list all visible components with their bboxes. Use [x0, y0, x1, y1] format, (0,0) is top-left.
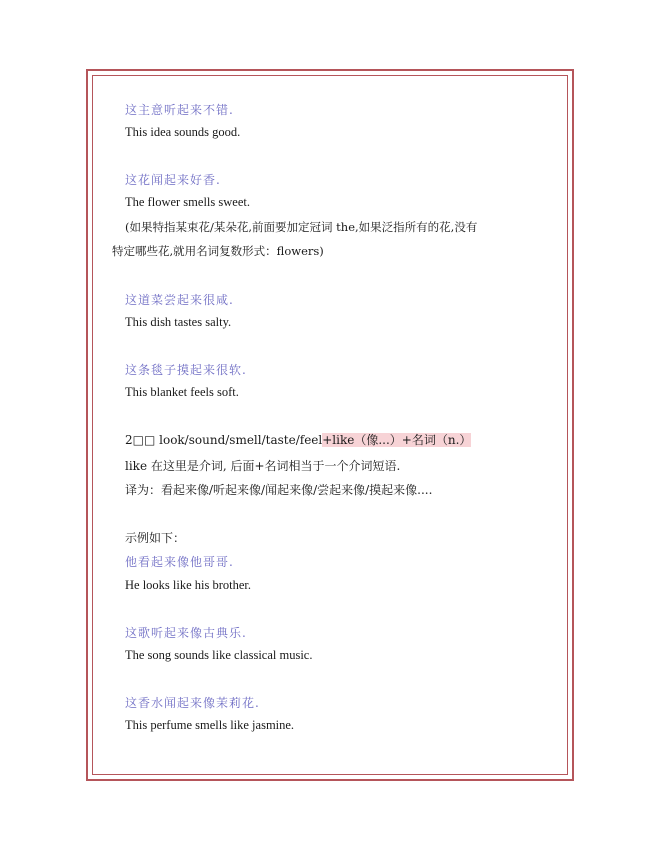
example-english: This idea sounds good.	[125, 125, 241, 139]
section-2-explanation: like 在这里是介词, 后面+名词相当于一个介词短语.	[125, 459, 401, 473]
example-english: This blanket feels soft.	[125, 385, 239, 399]
example-chinese: 这花闻起来好香.	[125, 173, 221, 187]
section-2-highlight: +like（像...）+名词（n.）	[322, 433, 472, 447]
example-english: He looks like his brother.	[125, 578, 252, 592]
example-english: This perfume smells like jasmine.	[125, 718, 295, 732]
example-chinese: 这歌听起来像古典乐.	[125, 626, 247, 640]
note-line-2: 特定哪些花,就用名词复数形式：flowers)	[112, 244, 324, 258]
example-chinese: 他看起来像他哥哥.	[125, 555, 234, 569]
example-chinese: 这香水闻起来像茉莉花.	[125, 696, 260, 710]
section-2-heading	[125, 431, 471, 448]
example-chinese: 这道菜尝起来很咸.	[125, 293, 234, 307]
examples-label: 示例如下：	[125, 531, 186, 545]
note-line-1: (如果特指某束花/某朵花,前面要加定冠词 the,如果泛指所有的花,没有	[125, 220, 478, 234]
section-2-prefix: 2□□ look/sound/smell/taste/feel	[125, 433, 323, 447]
example-english: The song sounds like classical music.	[125, 648, 313, 662]
example-chinese: 这主意听起来不错.	[125, 103, 234, 117]
section-2-translation: 译为：看起来像/听起来像/闻起来像/尝起来像/摸起来像....	[125, 483, 433, 497]
example-chinese: 这条毯子摸起来很软.	[125, 363, 247, 377]
example-english: The flower smells sweet.	[125, 195, 250, 209]
example-english: This dish tastes salty.	[125, 315, 232, 329]
